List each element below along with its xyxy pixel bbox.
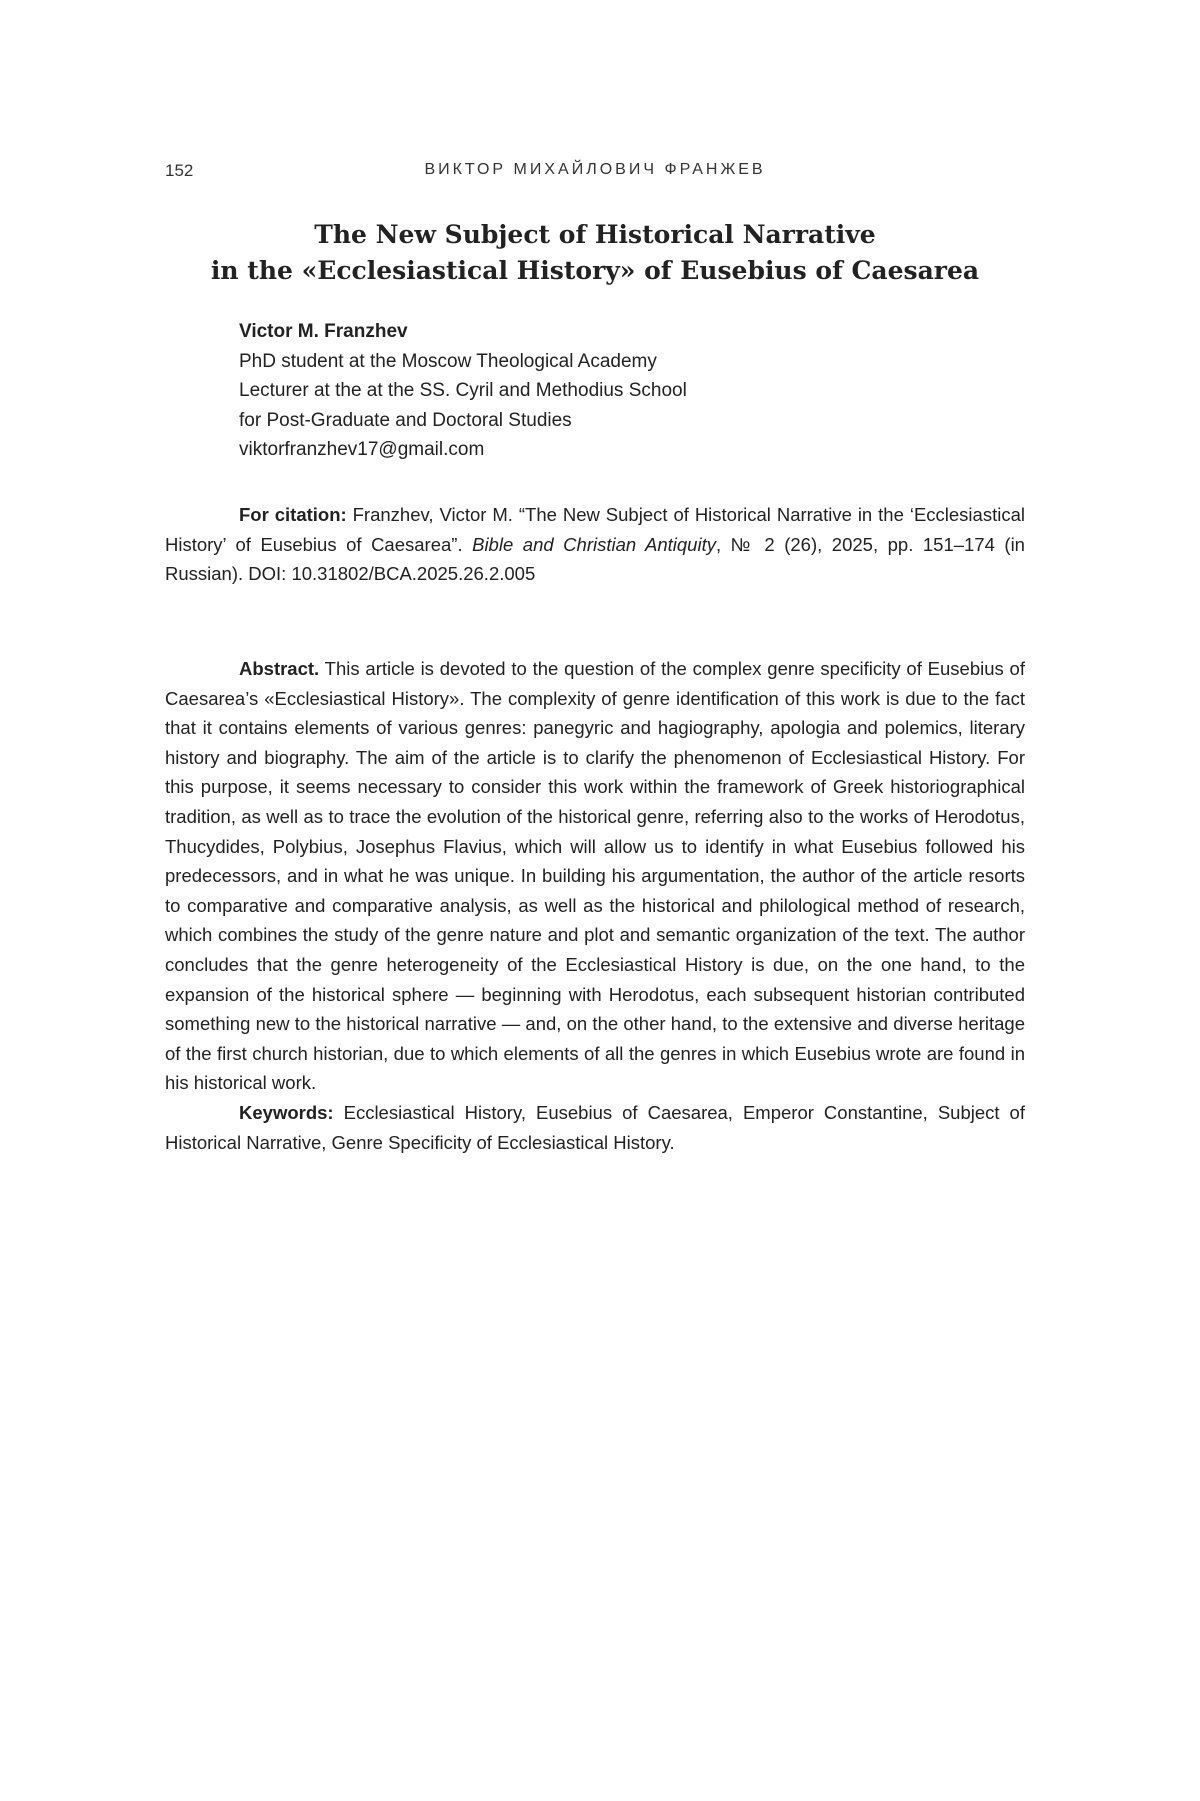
abstract-paragraph <box>165 654 1025 1098</box>
author-email: viktorfranzhev17@gmail.com <box>239 439 485 460</box>
keywords-paragraph <box>165 1098 1025 1157</box>
title-line-1: The New Subject of Historical Narrative <box>314 220 876 249</box>
author-position-2: Lecturer at the at the SS. Cyril and Methodius School <box>239 380 687 401</box>
citation-journal: Bible and Christian Antiquity <box>472 533 716 555</box>
running-author: ВИКТОР МИХАЙЛОВИЧ ФРАНЖЕВ <box>424 161 766 178</box>
author-position-3: for Post-Graduate and Doctoral Studies <box>239 409 572 431</box>
article-title <box>165 217 1025 289</box>
author-name: Victor M. Franzhev <box>239 321 408 342</box>
citation-text-1: Franzhev, Victor M. “The New Subject of Historical Narrative in the ‘Ecclesiastical History’ of Eusebius of Caesarea”. <box>165 504 1025 555</box>
abstract-text: This article is devoted to the question of the complex genre specificity of Eusebius of Caesarea’s «Ecclesiastical History». The complexity of genre identification of this work is due to the fact that it contains elements of various genres: panegyric and hagiography, apologia and polemics, literary history and biography. The aim of the article is to clarify the phenomenon of Ecclesiastical History. For this purpose, it seems necessary to consider this work within the framework of Greek historiographical tradition, as well as to trace the evolution of the historical genre, referring also to the works of Herodotus, Thucydides, Polybius, Josephus Flavius, which will allow us to identify in what Eusebius followed his predecessors, and in what he was unique. In building his argumentation, the author of the article resorts to comparative and comparative analysis, as well as the historical and philological method of research, which combines the study of the genre nature and plot and semantic organization of the text. The author concludes that the genre heterogeneity of the Ecclesiastical History is due, on the one hand, to the expansion of the historical sphere — beginning with Herodotus, each subsequent historian contributed something new to the historical narrative — and, on the other hand, to the extensive and diverse heritage of the first church historian, due to which elements of all the genres in which Eusebius wrote are found in his historical work. <box>165 658 1025 1094</box>
author-affiliation <box>239 317 687 465</box>
abstract-block <box>165 654 1025 1157</box>
title-line-2: in the «Ecclesiastical History» of Eusebius of Caesarea <box>210 256 980 285</box>
keywords-text: Ecclesiastical History, Eusebius of Caesarea, Emperor Constantine, Subject of Historical Narrative, Genre Specificity of Ecclesiastical History. <box>165 1101 1025 1153</box>
author-position-1: PhD student at the Moscow Theological Academy <box>239 350 657 372</box>
citation-paragraph <box>165 500 1025 589</box>
citation-text-2: , № 2 (26), 2025, pp. 151–174 (in Russian). DOI: 10.31802/BCA.2025.26.2.005 <box>165 533 1025 584</box>
keywords-label: Keywords: <box>239 1101 334 1123</box>
abstract-label: Abstract. <box>239 658 320 679</box>
page-number: 152 <box>165 161 194 180</box>
citation-label: For citation: <box>239 504 347 525</box>
running-header <box>165 161 1025 185</box>
citation-block <box>165 500 1025 589</box>
